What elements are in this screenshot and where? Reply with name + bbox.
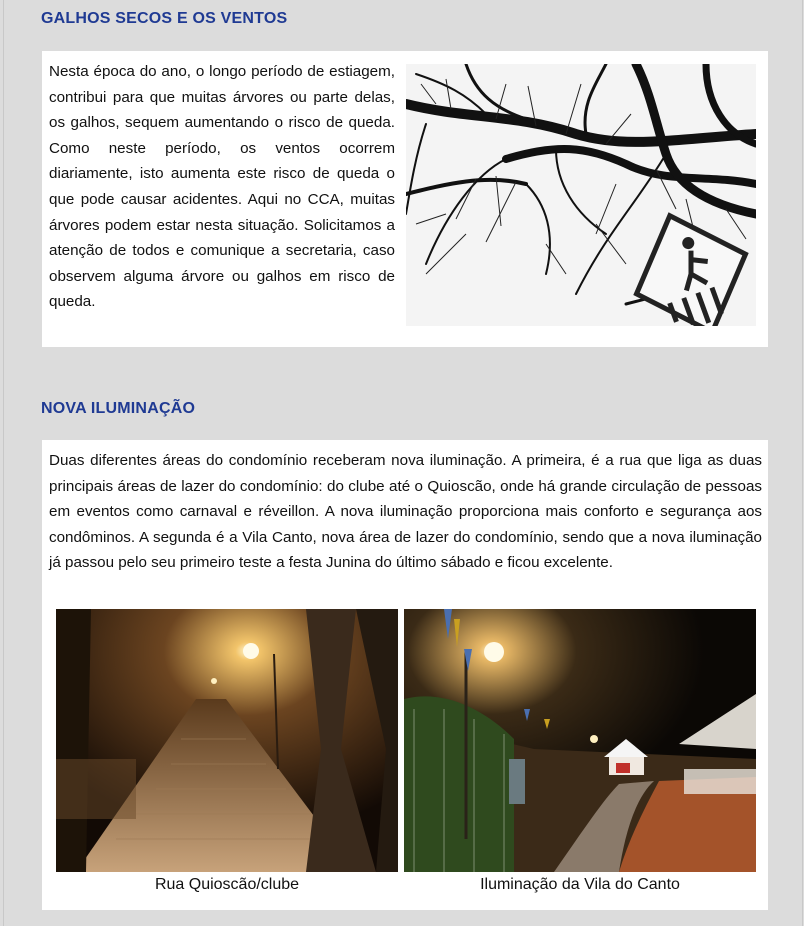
caption-rua-quioscao: Rua Quioscão/clube <box>154 876 300 893</box>
section-title-galhos: GALHOS SECOS E OS VENTOS <box>41 10 288 27</box>
vila-canto-lighting-photo <box>404 609 756 872</box>
newsletter-page <box>3 0 803 926</box>
iluminacao-paragraph: Duas diferentes áreas do condomínio receberam nova iluminação. A primeira, é a rua que liga as duas principais áreas de lazer do condomínio: do clube até o Quioscão, onde há grande circulação de pessoas em eventos como carnaval e réveillon. A nova iluminação proporciona mais conforto e segurança aos condôminos. A segunda é a Vila Canto, nova área de lazer do condomínio, sendo que a nova iluminação já passou pelo seu primeiro teste a festa Junina do último sábado e ficou excelente. <box>49 452 762 572</box>
galhos-paragraph: Nesta época do ano, o longo período de estiagem, contribui para que muitas árvores ou parte delas, os galhos, sequem aumentando o risco de queda. Como neste período, os ventos ocorrem diariamente, isto aumenta este risco de queda o que pode causar acidentes. Aqui no CCA, muitas árvores podem estar nesta situação. Solicitamos a atenção de todos e comunique a secretaria, caso observem alguma árvore ou galhos em risco de queda. <box>49 63 395 311</box>
section-galhos-box <box>42 51 768 347</box>
section-iluminacao-box <box>42 440 768 910</box>
section-title-iluminacao: NOVA ILUMINAÇÃO <box>41 400 196 417</box>
caption-vila-canto: Iluminação da Vila do Canto <box>480 876 680 893</box>
street-lighting-photo <box>56 609 398 872</box>
dry-branches-photo <box>406 64 756 326</box>
